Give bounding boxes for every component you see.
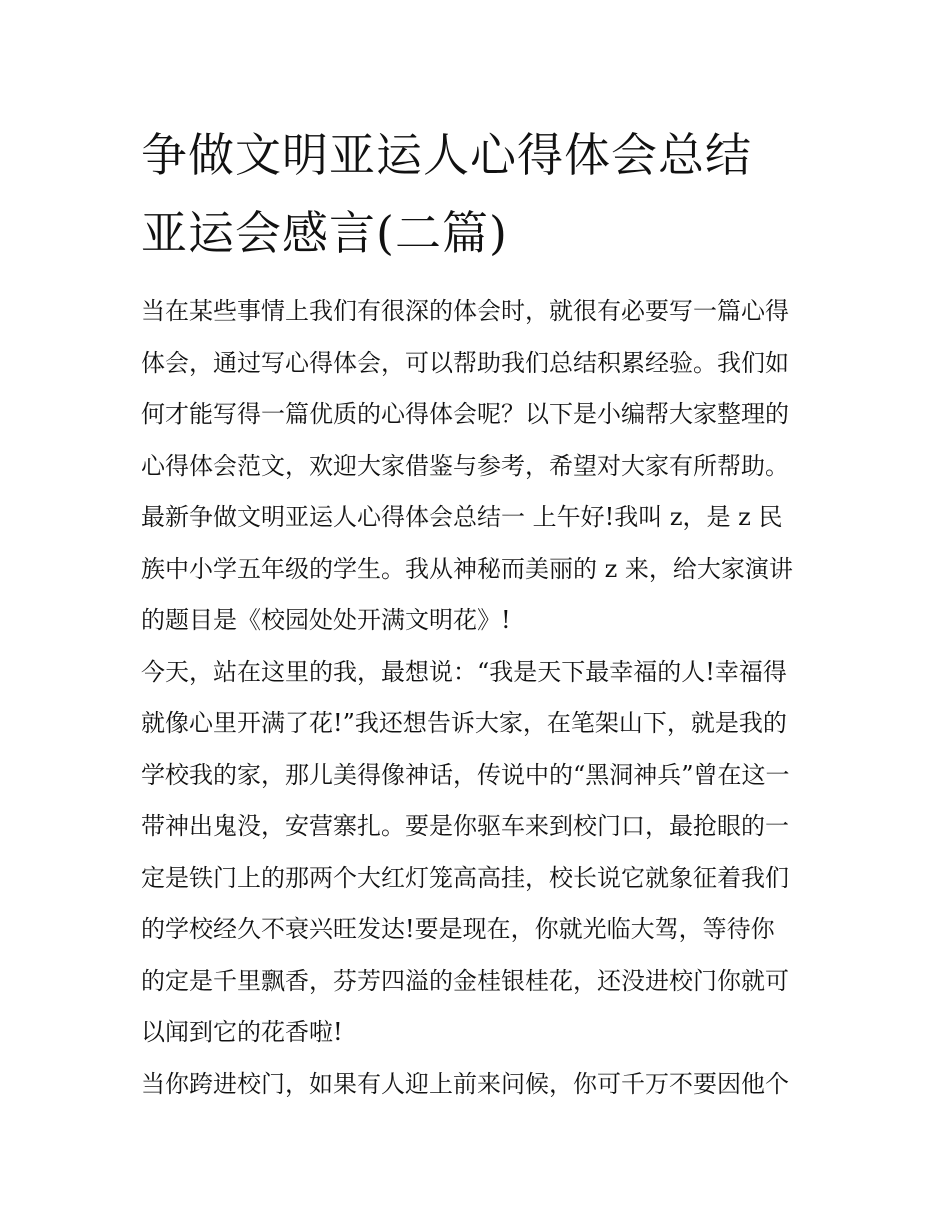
body-line: 当在某些事情上我们有很深的体会时，就很有必要写一篇心得: [141, 297, 789, 325]
body-line: 定是铁门上的那两个大红灯笼高高挂，校长说它就象征着我们: [141, 863, 789, 892]
title-line: 争做文明亚运人心得体会总结: [141, 128, 752, 182]
body-line: 当你跨进校门，如果有人迎上前来问候，你可千万不要因他个: [141, 1069, 789, 1098]
body-line: 心得体会范文，欢迎大家借鉴与参考，希望对大家有所帮助。: [141, 451, 789, 480]
body-line: 的定是千里飘香，芬芳四溢的金桂银桂花，还没进校门你就可: [141, 966, 789, 995]
body-line: 体会，通过写心得体会，可以帮助我们总结积累经验。我们如: [141, 348, 789, 377]
document-content: [141, 116, 817, 1110]
body-line: 最新争做文明亚运人心得体会总结一 上午好!我叫 z，是 z 民: [141, 503, 783, 531]
body-line: 何才能写得一篇优质的心得体会呢？以下是小编帮大家整理的: [141, 400, 789, 428]
body-line: 的题目是《校园处处开满文明花》!: [141, 606, 511, 634]
body-line: 带神出鬼没，安营寨扎。要是你驱车来到校门口，最抢眼的一: [141, 812, 789, 840]
body-line: 就像心里开满了花!”我还想告诉大家，在笔架山下，就是我的: [141, 709, 787, 737]
body-line: 族中小学五年级的学生。我从神秘而美丽的 z 来，给大家演讲: [141, 554, 793, 583]
body-line: 今天，站在这里的我，最想说：“我是天下最幸福的人!幸福得: [141, 657, 787, 686]
title-line: 亚运会感言(二篇): [141, 206, 508, 260]
document-title: [141, 116, 817, 272]
body-line: 以闻到它的花香啦!: [141, 1018, 343, 1046]
body-line: 学校我的家，那儿美得像神话，传说中的“黑洞神兵”曾在这一: [141, 760, 790, 789]
document-body: [141, 286, 817, 1110]
body-line: 的学校经久不衰兴旺发达!要是现在，你就光临大驾，等待你: [141, 915, 775, 943]
